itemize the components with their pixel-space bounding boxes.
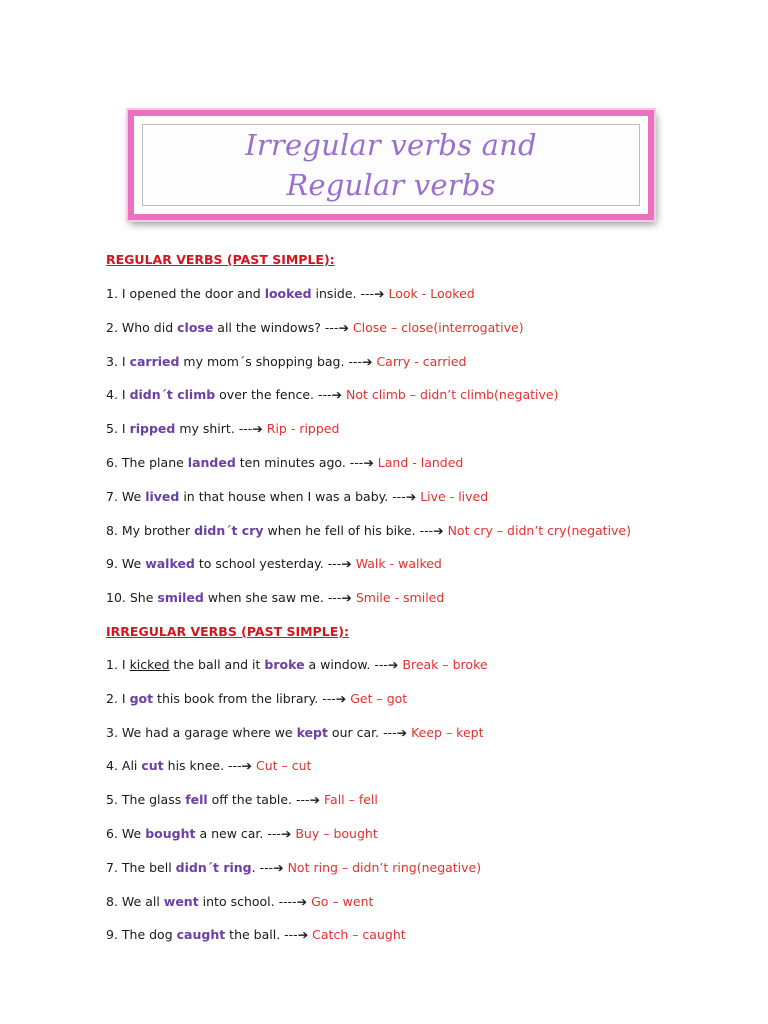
arrow-icon: ➔	[335, 690, 347, 706]
sentence-text: 7. The bell	[106, 859, 176, 875]
verb: didn´t cry	[194, 522, 264, 538]
verb: ripped	[129, 421, 176, 437]
title-box	[128, 110, 654, 220]
irregular-heading: IRREGULAR VERBS (PAST SIMPLE):	[106, 623, 349, 639]
sentence-text: 10. She	[106, 590, 158, 606]
arrow-icon: ➔	[363, 454, 374, 470]
answer: Smile - smiled	[355, 590, 445, 606]
answer: Go – went	[311, 893, 374, 909]
regular-heading: REGULAR VERBS (PAST SIMPLE):	[106, 252, 335, 267]
arrow-icon: ➔	[296, 893, 308, 909]
sentence-text: my shirt. ---	[175, 421, 253, 437]
sentence-text: to school yesterday. ---	[194, 556, 342, 572]
arrow-icon: ➔	[241, 758, 253, 774]
verb: smiled	[157, 590, 204, 606]
sentence-text: 8. We all	[106, 893, 164, 909]
sentence-text: all the windows? ---	[213, 319, 339, 335]
sentence-text: a window. ---	[304, 656, 388, 672]
verb: carried	[129, 353, 180, 369]
list-item	[106, 486, 746, 520]
arrow-icon: ➔	[361, 353, 373, 369]
title-line-1: Irregular verbs and	[245, 128, 537, 162]
answer: Catch – caught	[312, 927, 406, 943]
sentence-text: my mom´s shopping bag. ---	[179, 353, 362, 369]
sentence-text: this book from the library. ---	[153, 690, 336, 706]
verb: fell	[185, 792, 208, 808]
sentence-text: 3. We had a garage where we	[106, 724, 297, 740]
sentence-text: 1. I	[106, 656, 130, 672]
verb: landed	[187, 454, 236, 470]
list-item	[106, 688, 746, 722]
list-item	[106, 384, 746, 418]
arrow-icon: ➔	[396, 724, 408, 740]
sentence-text: 8. My brother	[106, 522, 195, 538]
sentence-text: a new car. ---	[195, 825, 281, 841]
answer: Get – got	[350, 690, 408, 706]
verb: broke	[264, 656, 305, 672]
list-item	[106, 587, 746, 621]
arrow-icon: ➔	[252, 421, 263, 437]
arrow-icon: ➔	[341, 556, 352, 572]
irregular-list	[106, 688, 746, 958]
sentence-text: in that house when I was a baby. ---	[179, 488, 406, 504]
list-item	[106, 722, 746, 756]
sentence-text: 5. The glass	[106, 792, 186, 808]
sentence-text: when he fell of his bike. ---	[263, 522, 434, 538]
sentence-text: the ball. ---	[225, 927, 298, 943]
arrow-icon: ➔	[273, 859, 284, 875]
sentence-text: . ---	[251, 859, 274, 875]
verb: didn´t climb	[129, 387, 216, 403]
sentence-text: 9. The dog	[106, 927, 177, 943]
list-item	[106, 317, 746, 351]
sentence-text: 1. I opened the door and	[106, 286, 265, 301]
answer: Not climb – didn’t climb(negative)	[346, 387, 559, 403]
sentence-text: 9. We	[106, 556, 146, 572]
verb: went	[163, 893, 199, 909]
list-item	[106, 283, 746, 317]
answer: Close – close(interrogative)	[352, 319, 524, 335]
answer: Live - lived	[420, 488, 489, 504]
verb: bought	[145, 825, 196, 841]
list-item	[106, 823, 746, 857]
arrow-icon: ➔	[341, 590, 352, 606]
underlined-verb: kicked	[129, 656, 170, 672]
sentence-text: 2. Who did	[106, 319, 178, 335]
sentence-text: when she saw me. ---	[203, 590, 342, 606]
answer: Break – broke	[402, 656, 488, 672]
irregular-item	[106, 654, 746, 688]
verb: walked	[145, 556, 195, 572]
verb: looked	[264, 286, 312, 301]
title-line-2: Regular verbs	[286, 168, 496, 202]
arrow-icon: ➔	[280, 825, 292, 841]
title-inner	[142, 124, 640, 206]
sentence-text: off the table. ---	[207, 792, 310, 808]
list-item	[106, 755, 746, 789]
verb: cut	[141, 758, 164, 774]
verb: didn´t ring	[175, 859, 252, 875]
sentence-text: 6. The plane	[106, 454, 188, 470]
content	[106, 249, 746, 958]
list-item	[106, 418, 746, 452]
answer: Fall – fell	[324, 792, 378, 808]
list-item	[106, 452, 746, 486]
answer: Not cry – didn’t cry(negative)	[447, 522, 632, 538]
verb: caught	[176, 927, 226, 943]
arrow-icon: ➔	[331, 387, 343, 403]
verb: got	[129, 690, 154, 706]
list-item	[106, 351, 746, 385]
answer: Carry - carried	[376, 353, 467, 369]
sentence-text: over the fence. ---	[215, 387, 332, 403]
verb: kept	[296, 724, 328, 740]
answer: Cut – cut	[256, 758, 312, 774]
sentence-text: his knee. ---	[163, 758, 242, 774]
arrow-icon: ➔	[374, 286, 385, 301]
arrow-icon: ➔	[405, 488, 417, 504]
list-item	[106, 789, 746, 823]
sentence-text: 4. I	[106, 387, 130, 403]
sentence-text: ten minutes ago. ---	[235, 454, 364, 470]
arrow-icon: ➔	[387, 656, 399, 672]
list-item	[106, 857, 746, 891]
verb: close	[177, 319, 214, 335]
sentence-text: our car. ---	[327, 724, 397, 740]
answer: Look - Looked	[388, 286, 475, 301]
answer: Buy – bought	[295, 825, 378, 841]
list-item	[106, 520, 746, 554]
list-item	[106, 924, 746, 958]
arrow-icon: ➔	[297, 927, 309, 943]
answer: Rip - ripped	[266, 421, 340, 437]
sentence-text: 7. We	[106, 488, 146, 504]
answer: Land - landed	[377, 454, 464, 470]
answer: Keep – kept	[411, 724, 484, 740]
answer: Walk - walked	[355, 556, 442, 572]
sentence-text: 6. We	[106, 825, 146, 841]
arrow-icon: ➔	[309, 792, 321, 808]
list-item	[106, 891, 746, 925]
answer: Not ring – didn’t ring(negative)	[287, 859, 482, 875]
list-item	[106, 553, 746, 587]
sentence-text: 2. I	[106, 690, 130, 706]
sentence-text: 5. I	[106, 421, 130, 437]
sentence-text: the ball and it	[169, 656, 265, 672]
arrow-icon: ➔	[338, 319, 349, 335]
verb: lived	[145, 488, 180, 504]
sentence-text: 3. I	[106, 353, 130, 369]
sentence-text: into school. ----	[198, 893, 297, 909]
sentence-text: 4. Ali	[106, 758, 142, 774]
regular-list	[106, 283, 746, 621]
arrow-icon: ➔	[433, 522, 444, 538]
sentence-text: inside. ---	[311, 286, 375, 301]
